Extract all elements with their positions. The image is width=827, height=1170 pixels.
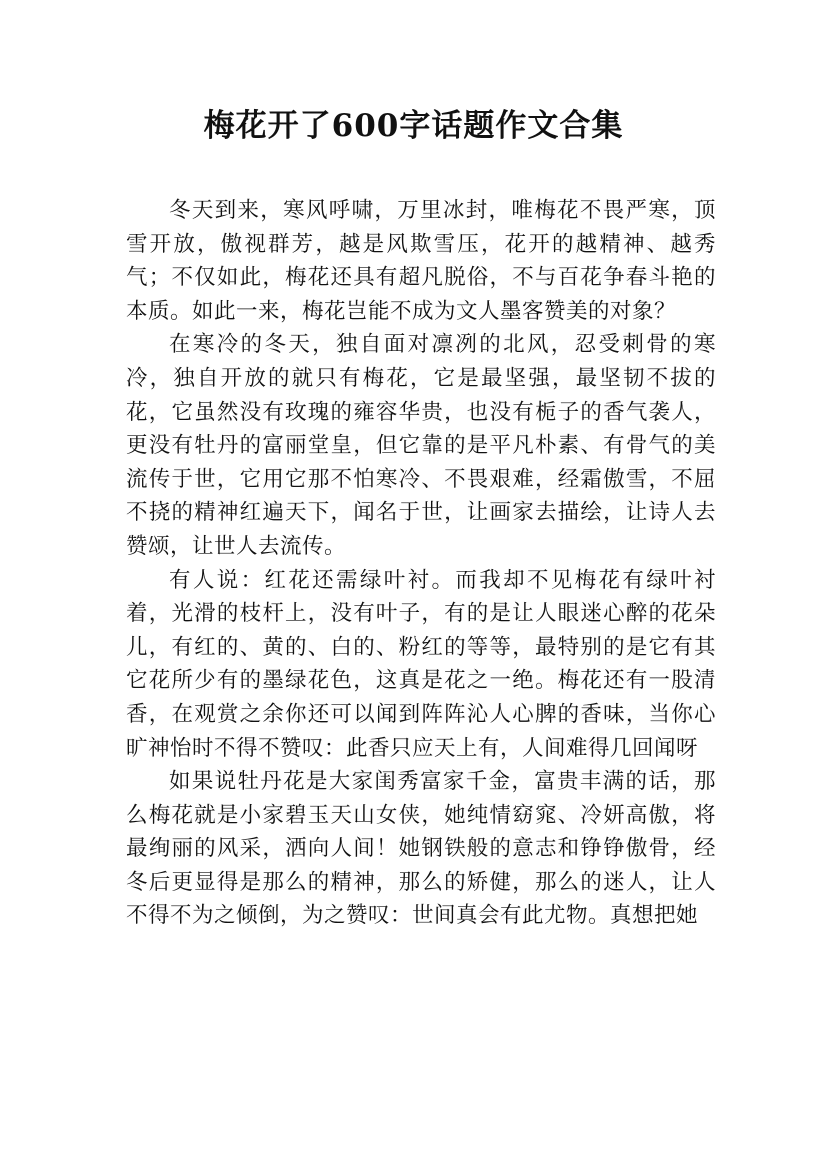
- paragraph: 有人说：红花还需绿叶衬。而我却不见梅花有绿叶衬着，光滑的枝杆上，没有叶子，有的是让人眼迷心醉的花朵儿，有红的、黄的、白的、粉红的等等，最特别的是它有其它花所少有的墨绿花色，这真是花之一绝。梅花还有一股清香，在观赏之余你还可以闻到阵阵沁人心脾的香味，当你心旷神怡时不得不赞叹：此香只应天上有，人间难得几回闻呀: [126, 567, 716, 761]
- paragraph: 冬天到来，寒风呼啸，万里冰封，唯梅花不畏严寒，顶雪开放，傲视群芳，越是风欺雪压，花开的越精神、越秀气；不仅如此，梅花还具有超凡脱俗，不与百花争春斗艳的本质。如此一来，梅花岂能不成为文人墨客赞美的对象？: [126, 198, 716, 324]
- document-title: 梅花开了600字话题作文合集: [203, 108, 624, 144]
- paragraph: 在寒冷的冬天，独自面对凛冽的北风，忍受刺骨的寒冷，独自开放的就只有梅花，它是最坚强，最坚韧不拔的花，它虽然没有玫瑰的雍容华贵，也没有栀子的香气袭人，更没有牡丹的富丽堂皇，但它靠的是平凡朴素、有骨气的美流传于世，它用它那不怕寒冷、不畏艰难，经霜傲雪，不屈不挠的精神红遍天下，闻名于世，让画家去描绘，让诗人去赞颂，让世人去流传。: [126, 332, 716, 559]
- document-body: [126, 194, 716, 933]
- paragraph: 如果说牡丹花是大家闺秀富家千金，富贵丰满的话，那么梅花就是小家碧玉天山女侠，她纯情窈窕、冷妍高傲，将最绚丽的风采，洒向人间！她钢铁般的意志和铮铮傲骨，经冬后更显得是那么的精神，那么的矫健，那么的迷人，让人不得不为之倾倒，为之赞叹：世间真会有此尤物。真想把她: [126, 769, 716, 929]
